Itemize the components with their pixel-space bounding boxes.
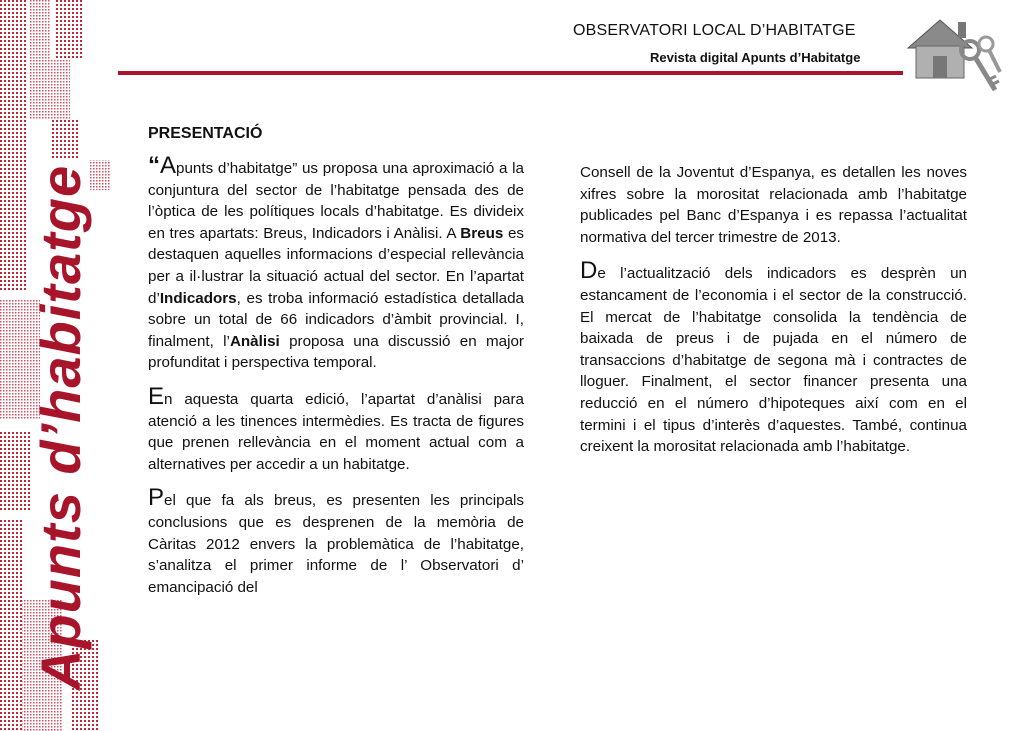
bold-breus: Breus: [460, 224, 504, 242]
paragraph-indicadors: De l’actualització dels indicadors es desprèn un estancament de l’economia i el sector de la construcció. El mercat de l’habitatge consolida la tendència de baixada de preus i de pujada en el número de transaccions d’habitatge de segona mà i contractes de lloguer. Finalment, el sector financer presenta una reducció en el número d’hipoteques així com en el termini i el tipus d’interès d’aquestes. També, continua creixent la morositat relacionada amb l’habitatge.: [580, 257, 967, 456]
header-subtitle: Revista digital Apunts d’Habitatge: [650, 50, 861, 65]
section-title: PRESENTACIÓ: [148, 125, 263, 142]
left-column: [148, 152, 524, 610]
right-column: [580, 162, 967, 470]
paragraph-intro: “Apunts d’habitatge” us proposa una aproximació a la conjuntura del sector de l’habitatge pensada des de l’òptica de les polítiques locals d’habitatge. Es divideix en tres apartats: Breus, Indicadors i Anàlisi. A Breus es destaquen aquelles informacions d’especial rellevància per a il·lustrar la situació actual del sector. En l’apartat d’Indicadors, es troba informació estadística detallada sobre un total de 66 indicadors d’àmbit provincial. I, finalment, l’Anàlisi proposa una discussió en major profunditat i perspectiva temporal.: [148, 152, 524, 372]
paragraph-breus: Pel que fa als breus, es presenten les principals conclusions que es desprenen de la memòria de Càritas 2012 envers la problemàtica de l’habitatge, s’analitza el primer informe de l’ Observatori d’ emancipació del: [148, 484, 524, 596]
vertical-title: Apunts d’habitatge: [29, 164, 92, 690]
dropcap: P: [148, 484, 165, 512]
header-title: OBSERVATORI LOCAL D’HABITATGE: [573, 22, 856, 39]
header-rule: [118, 71, 903, 75]
dropcap: “A: [148, 152, 177, 179]
dropcap: E: [148, 382, 165, 410]
bold-analisi: Anàlisi: [229, 332, 280, 350]
bold-indicadors: Indicadors: [159, 289, 237, 307]
house-keys-icon: [900, 10, 1010, 100]
paragraph-consell: Consell de la Joventut d’Espanya, es detallen les noves xifres sobre la morositat relacionada amb l’habitatge publicades pel Banc d’Espanya i es repassa l’actualitat normativa del tercer trimestre de 2013.: [580, 164, 967, 246]
dropcap: D: [580, 257, 598, 285]
paragraph-edicio: En aquesta quarta edició, l’apartat d’anàlisi para atenció a les tinences intermèdies. Es tracta de figures que prenen rellevància en el moment actual com a alternatives per accedir a un habitatge.: [148, 382, 524, 473]
